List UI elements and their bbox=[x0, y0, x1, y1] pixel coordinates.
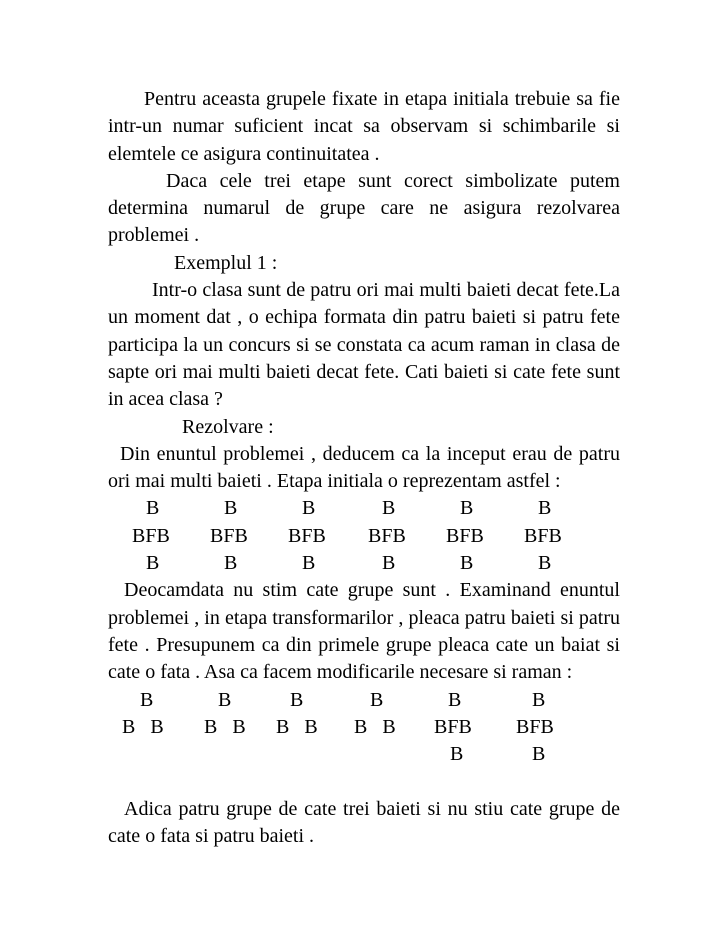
group-cell: B bbox=[448, 688, 462, 711]
diagram1-row2 bbox=[108, 523, 620, 550]
diagram1-row3 bbox=[108, 550, 620, 577]
group-cell: B bbox=[146, 552, 160, 575]
group-cell: B bbox=[290, 688, 304, 711]
solution-heading: Rezolvare : bbox=[182, 415, 274, 438]
diagram2-row1 bbox=[108, 687, 620, 714]
group-cell: BFB bbox=[516, 715, 554, 738]
group-cell: B bbox=[302, 552, 316, 575]
paragraph-transformation: Deocamdata nu stim cate grupe sunt . Examinand enuntul problemei , in etapa transformarilor , pleaca patru baieti si patru fete . Presupunem ca din primele grupe pleaca cate un baiat si cate o fata . Asa ca facem modificarile necesare si raman : bbox=[108, 579, 620, 684]
group-cell: BFB bbox=[210, 524, 248, 547]
group-cell: BFB bbox=[132, 524, 170, 547]
group-cell: BFB bbox=[524, 524, 562, 547]
group-cell: B bbox=[224, 552, 238, 575]
group-cell: B bbox=[532, 688, 546, 711]
group-cell: B bbox=[450, 743, 464, 766]
paragraph-conclusion: Adica patru grupe de cate trei baieti si nu stiu cate grupe de cate o fata si patru baieti . bbox=[108, 797, 620, 848]
group-cell: B B bbox=[204, 715, 246, 738]
group-cell: B bbox=[382, 552, 396, 575]
group-cell: BFB bbox=[446, 524, 484, 547]
group-cell: B bbox=[146, 497, 160, 520]
group-cell: B bbox=[302, 497, 316, 520]
group-cell: BFB bbox=[288, 524, 326, 547]
group-cell: B bbox=[218, 688, 232, 711]
group-cell: B bbox=[460, 552, 474, 575]
paragraph-stages: Daca cele trei etape sunt corect simbolizate putem determina numarul de grupe care ne asigura rezolvarea problemei . bbox=[108, 169, 620, 247]
group-cell: B bbox=[140, 688, 154, 711]
diagram2-row2 bbox=[108, 714, 620, 741]
group-cell: B bbox=[224, 497, 238, 520]
diagram2-row3 bbox=[108, 741, 620, 768]
group-cell: B bbox=[538, 552, 552, 575]
spacer bbox=[108, 768, 620, 795]
group-cell: BFB bbox=[368, 524, 406, 547]
paragraph-problem: Intr-o clasa sunt de patru ori mai multi baieti decat fete.La un moment dat , o echipa formata din patru baieti si patru fete participa la un concurs si se constata ca acum raman in clasa de sapte ori mai multi baieti decat fete. Cati baieti si cate fete sunt in acea clasa ? bbox=[108, 279, 620, 411]
paragraph-solution: Din enuntul problemei , deducem ca la inceput erau de patru ori mai multi baieti . Etapa initiala o reprezentam astfel : bbox=[108, 442, 620, 493]
group-cell: B bbox=[460, 497, 474, 520]
group-cell: B bbox=[532, 743, 546, 766]
group-cell: B bbox=[370, 688, 384, 711]
group-cell: B B bbox=[276, 715, 318, 738]
paragraph-intro: Pentru aceasta grupele fixate in etapa initiala trebuie sa fie intr-un numar suficient incat sa observam si schimbarile si elemtele ce asigura continuitatea . bbox=[108, 88, 620, 165]
group-cell: B B bbox=[354, 715, 396, 738]
group-cell: BFB bbox=[434, 715, 472, 738]
document-page bbox=[108, 86, 620, 850]
example-heading: Exemplul 1 : bbox=[174, 251, 278, 274]
group-cell: B bbox=[382, 497, 396, 520]
group-cell: B bbox=[538, 497, 552, 520]
diagram1-row1 bbox=[108, 495, 620, 522]
group-cell: B B bbox=[122, 715, 164, 738]
